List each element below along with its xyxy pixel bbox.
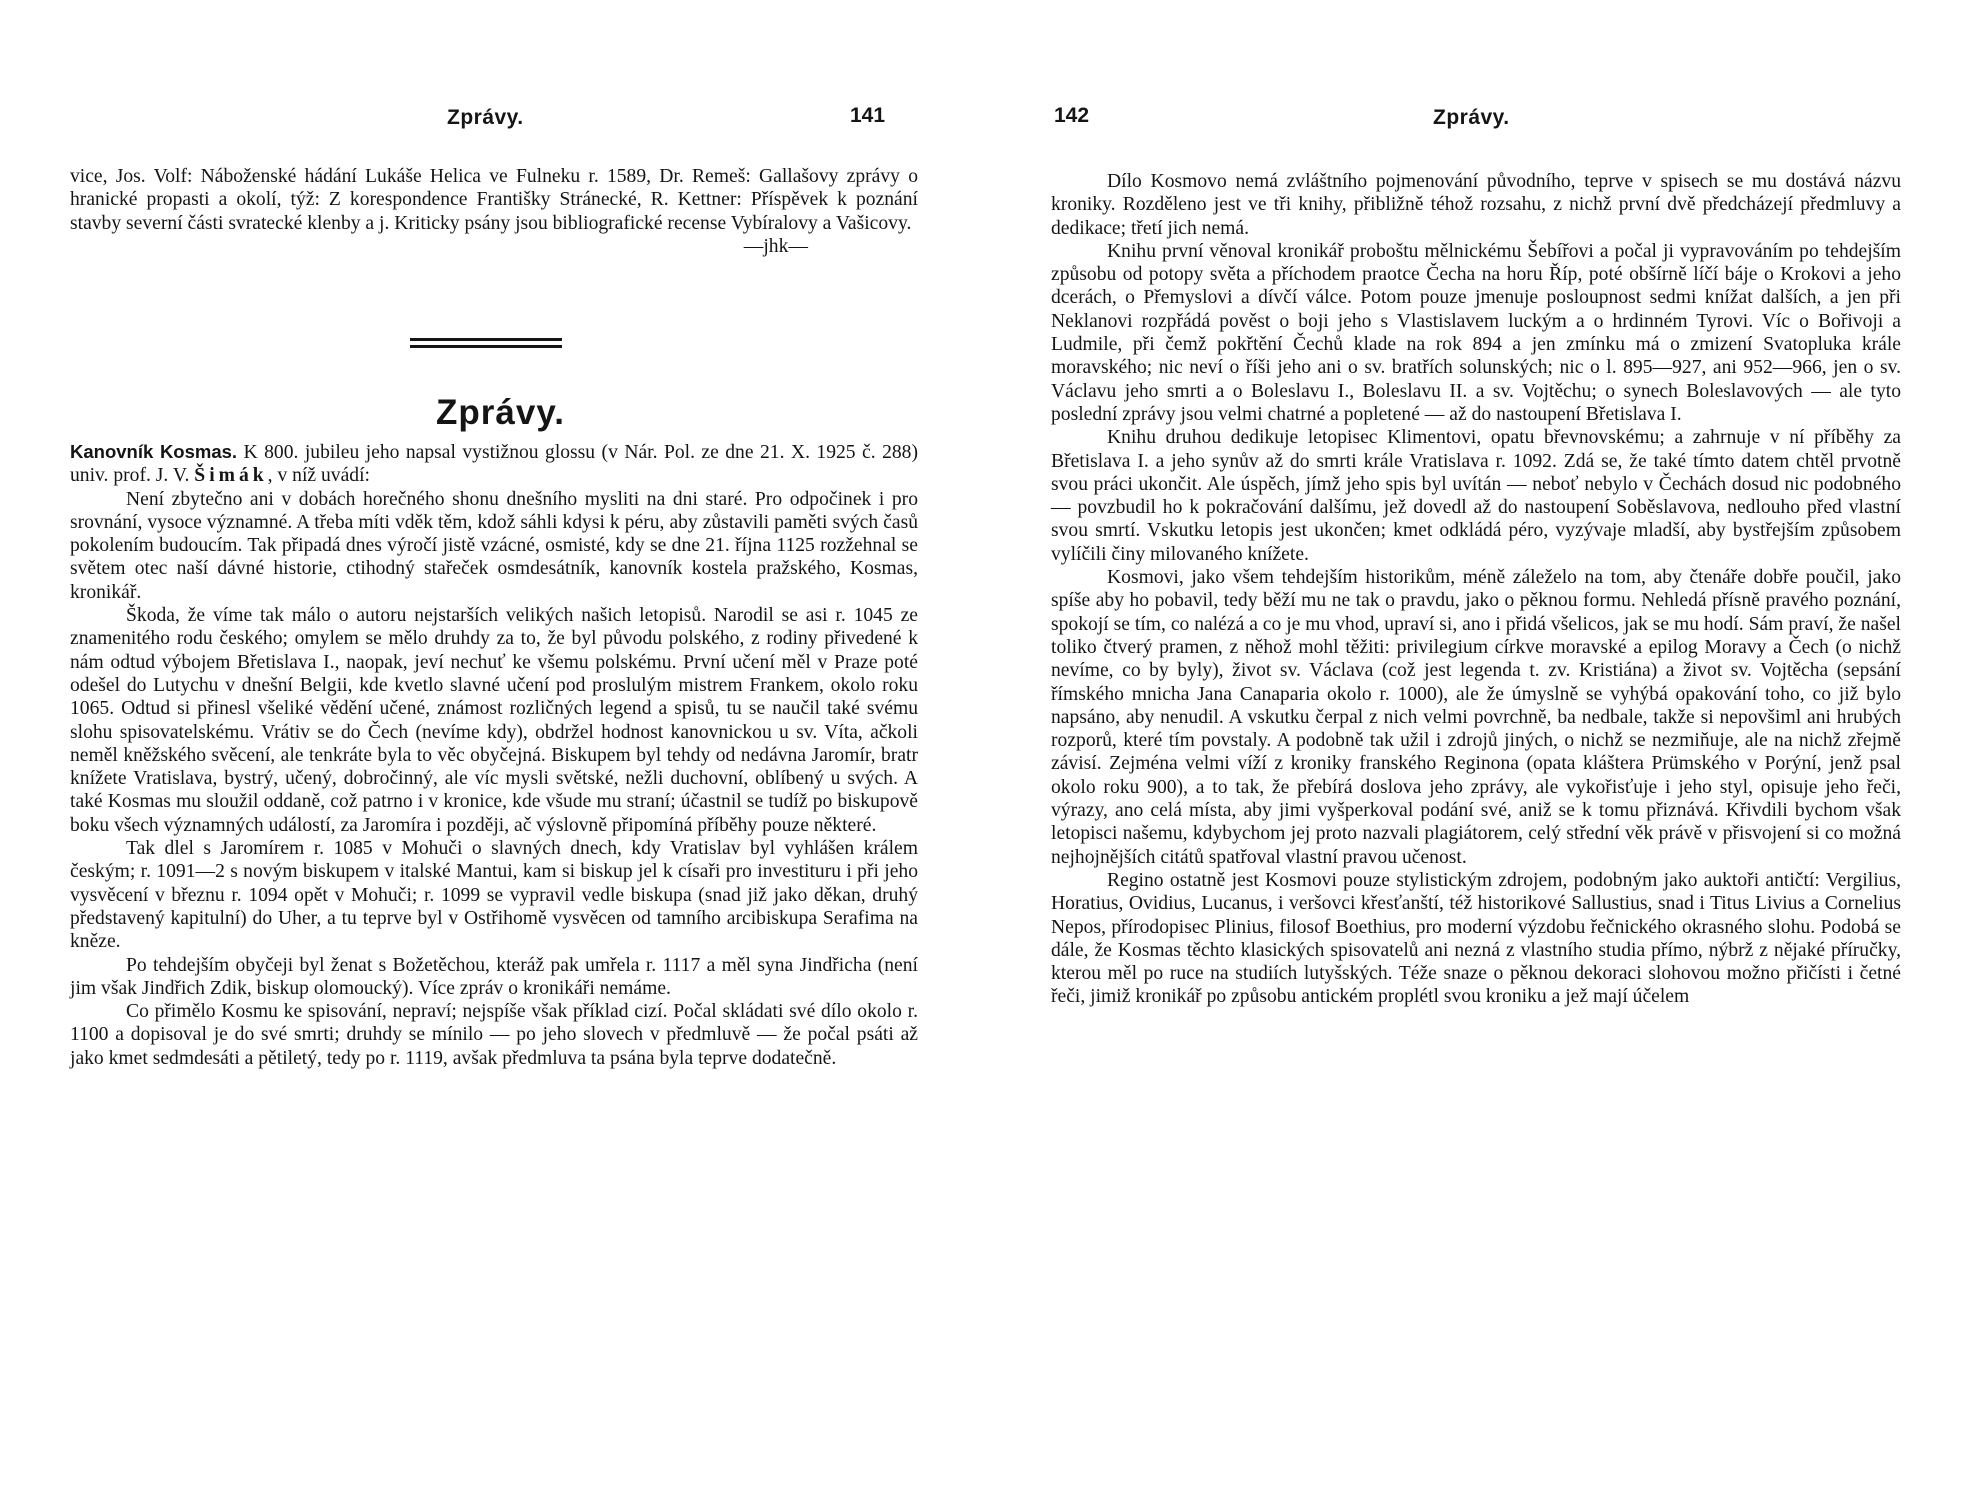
right-article — [1051, 170, 1901, 1009]
paragraph: Po tehdejším obyčeji byl ženat s Božetěchou, kteráž pak umřela r. 1117 a měl syna Jindřicha (není jim však Jindřich Zdik, biskup olomoucký). Více zpráv o kronikáři nemáme. — [70, 954, 918, 999]
paragraph: Co přimělo Kosmu ke spisování, nepraví; nejspíše však příklad cizí. Počal skládati své dílo okolo r. 1100 a dopisoval je do své smrti; druhdy se mínilo — po jeho slovech v předmluvě — že počal psáti až jako kmet sedmdesáti a pětiletý, tedy po r. 1119, avšak předmluva ta psána byla teprve dodatečně. — [70, 1001, 918, 1069]
intro-text-end: , v níž uvádí: — [267, 465, 370, 487]
article-heading: Kanovník Kosmas. — [70, 441, 238, 462]
intro-author: Šimák — [194, 465, 268, 487]
review-continuation — [70, 165, 918, 257]
section-title: Zprávy. — [436, 393, 565, 432]
paragraph: Dílo Kosmovo nemá zvláštního pojmenování původního, teprve v spisech se mu dostává názvu kroniky. Rozděleno jest ve tři knihy, přibližně téhož rozsahu, z nichž první dvě předcházejí předmluvy a dedikace; třetí jich nemá. — [1051, 171, 1901, 239]
paragraph: Regino ostatně jest Kosmovi pouze stylistickým zdrojem, podobným jako auktoři antičtí: Vergilius, Horatius, Ovidius, Lucanus, i veršovci křesťanští, též historikové Sallustius, snad i Titus Livius a Cornelius Nepos, přírodopisec Plinius, filosof Boethius, pro moderní výzdobu řečnického okrasného slohu. Podobá se dále, že Kosmas těchto klasických spisovatelů ani nezná z vlastního studia přímo, nýbrž z nějaké příručky, kterou měl po ruce na studiích lutyšských. Téže snaze o pěknou dekoraci slohovou možno přičísti i četné řeči, jimiž kronikář po způsobu antickém proplétl svou kroniku a jež mají účelem — [1051, 869, 1901, 1008]
right-running-head: Zprávy. — [1433, 106, 1510, 129]
paragraph: Knihu druhou dedikuje letopisec Klimentovi, opatu břevnovskému; a zahrnuje v ní příběhy za Břetislava I. a jeho synův až do smrti krále Vratislava r. 1092. Zdá se, že také tímto datem chtěl prvotně svou práci ukončit. Ale úspěch, jímž jeho spis byl uvítán — neboť nebylo v Čechách dosud nic podobného — povzbudil ho k pokračování dalšímu, jež dovedl až do nastoupení Soběslavova, nedlouho před vlastní svou smrtí. Vskutku letopis jest ukončen; kmet odkládá péro, vyzývaje mladší, aby bystřejším způsobem vylíčili činy milovaného knížete. — [1051, 427, 1901, 565]
right-page — [981, 0, 1962, 1500]
paragraph: Tak dlel s Jaromírem r. 1085 v Mohuči o slavných dnech, kdy Vratislav byl vyhlášen králem českým; r. 1091—2 s novým biskupem v italské Mantui, kam si biskup jel k císaři pro investituru i při jeho vysvěcení v březnu r. 1094 opět v Mohuči; r. 1099 se vypravil vedle biskupa (snad již jako děkan, druhý představený kapitulní) do Uher, a tu teprve byl v Ostřihomě vysvěcen od tamního arcibiskupa Serafima na kněze. — [70, 838, 918, 953]
left-page-number: 141 — [850, 104, 886, 127]
left-article — [70, 440, 918, 1070]
intro-text: K 800. jubileu jeho napsal vystižnou glossu (v Nár. Pol. ze dne 21. X. 1925 č. 288) univ. prof. J. V. — [70, 442, 918, 487]
section-divider — [410, 338, 562, 352]
paragraph: Škoda, že víme tak málo o autoru nejstarších velikých našich letopisů. Narodil se asi r. 1045 ze znamenitého rodu českého; omylem se mělo druhdy za to, že byl původu polského, z rodiny přivedené k nám odtud výbojem Břetislava I., naopak, jeví nechuť ke všemu polskému. První učení měl v Praze poté odešel do Lutychu v dnešní Belgii, kde kvetlo slavné učení pod proslulým mistrem Frankem, okolo roku 1065. Odtud si přinesl všeliké vědění učené, známost rozličných legend a spisů, tu se naučil také svému slohu spisovatelskému. Vrátiv se do Čech (nevíme kdy), obdržel hodnost kanovnickou u sv. Víta, ačkoli neměl kněžského svěcení, ale tenkráte byla to věc obyčejná. Biskupem byl tehdy od nedávna Jaromír, bratr knížete Vratislava, bystrý, učený, dobročinný, ale víc mysli světské, nežli duchovní, oblíbený u svých. A také Kosmas mu sloužil oddaně, což patrno i v kronice, kde všude mu straní; účastnil se tudíž po biskupově boku všech významných událostí, za Jaromíra i později, ač výslovně připomíná příběhy pouze některé. — [70, 605, 918, 836]
right-page-number: 142 — [1054, 104, 1090, 127]
paragraph: Není zbytečno ani v dobách horečného shonu dnešního mysliti na dni staré. Pro odpočinek i pro srovnání, vysoce významné. A třeba míti vděk těm, kdož sáhli kdysi k péru, aby zůstavili paměti svých časů pokolením budoucím. Tak připadá dnes výročí jistě vzácné, osmisté, kdy se dne 21. října 1125 rozžehnal se světem otec naší dávné historie, ctihodný stařeček osmdesátník, kanovník kostela pražského, Kosmas, kronikář. — [70, 488, 918, 603]
left-running-head: Zprávy. — [447, 106, 524, 129]
paragraph: Kosmovi, jako všem tehdejším historikům, méně záleželo na tom, aby čtenáře dobře poučil, jako spíše aby ho pobavil, tedy běží mu ne tak o pravdu, jako o pěknou formu. Nehledá přísně pravého poznání, spokojí se tím, co nalézá a co je mu vhod, upraví si, ano i přidá všelicos, jak se mu hodí. Sám praví, že našel toliko čtverý pramen, z něhož mohl těžiti: privilegium církve moravské a epilog Moravy a Čech (o nichž nevíme, co by byly), život sv. Václava (což jest legenda t. zv. Kristiána) a život sv. Vojtěcha (sepsání římského mnicha Jana Canaparia okolo r. 1000), ale že úmyslně se vyhýbá opakování toho, co již bylo napsáno, aby nenudil. A vskutku čerpal z nich velmi povrchně, ba nedbale, takže si nepovšiml ani hrubých rozporů, které tím povstaly. A podobně tak užil i zdrojů jiných, o nichž se nezmiňuje, ale na nichž zřejmě závisí. Zejména velmi víží z kroniky franského Reginona (opata kláštera Prümského v Porýní, jenž psal okolo roku 900), a to tak, že přebírá doslova jeho zprávy, ale vykořisťuje i jeho styl, opisuje jeho řeči, výrazy, ano celá místa, aby jimi vyšperkoval podání své, aniž se k tomu přiznává. Křivdili bychom však letopisci našemu, kdybychom jej proto nazvali plagiátorem, celý střední věk právě v přisvojení si co možná nejhojnějších citátů spatřoval vlastní pravou učenost. — [1051, 567, 1901, 868]
article-intro — [70, 440, 918, 488]
left-top-text — [70, 165, 918, 258]
review-signature: —jhk— — [743, 235, 808, 257]
paragraph: Knihu první věnoval kronikář proboštu mělnickému Šebířovi a počal ji vypravováním po tehdejším způsobu od potopy světa a příchodem praotce Čecha na horu Říp, poté obšírně líčí báje o Krokovi a jeho dcerách, o Přemyslovi a dívčí válce. Potom pouze jmenuje posloupnost sedmi knížat dalších, a jen při Neklanovi rozpřádá pověst o boji jeho s Vlastislavem luckým a o hrdinném Tyrovi. Víc o Bořivoji a Ludmile, při čemž pokřtění Čechů klade na rok 894 a jen zmínku má o zmizení Svatopluka krále moravského; nic neví o říši jeho ani o sv. bratřích solunských; nic o l. 895—927, ani 952—966, jen o sv. Václavu jeho smrti a o Boleslavu I., Boleslavu II. a sv. Vojtěchu; o synech Boleslavových — ale tyto poslední zprávy jsou velmi chatrné a popletené — až do nastoupení Břetislava I. — [1051, 240, 1901, 425]
review-continuation-text: vice, Jos. Volf: Náboženské hádání Lukáše Helica ve Fulneku r. 1589, Dr. Remeš: Gallašovy zprávy o hranické propasti a okolí, týž: Z korespondence Františky Stránecké, R. Kettner: Příspěvek k poznání stavby severní části svratecké klenby a j. Kriticky psány jsou bibliografické recense Vybíralovy a Vašicovy. — [70, 166, 918, 234]
